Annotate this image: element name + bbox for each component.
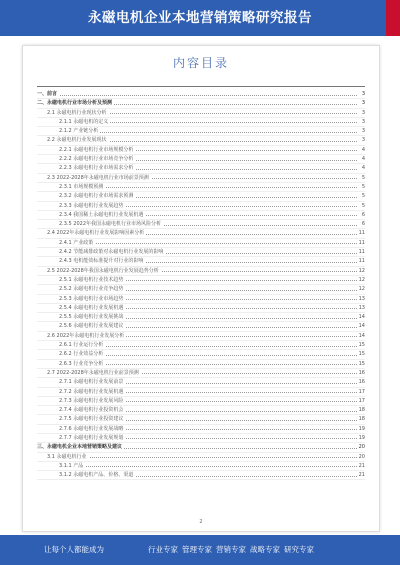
toc-entry-page: 20	[358, 453, 365, 460]
toc-entry[interactable]	[37, 425, 365, 434]
toc-entry-label: 2.7.5 永磁电机行业投资建议	[59, 416, 124, 423]
toc-entry-page: 13	[358, 295, 365, 302]
toc-entry-page: 11	[358, 239, 365, 246]
toc-entry-label: 2.7.6 永磁电机行业发展战略	[59, 425, 124, 432]
toc-entry[interactable]	[37, 471, 365, 480]
toc-entry[interactable]	[37, 248, 365, 257]
toc-entry-page: 19	[358, 425, 365, 432]
toc-entry-label: 2.6.3 行业竞争分析	[59, 360, 104, 367]
toc-entry-page: 3	[361, 137, 365, 144]
toc-entry-page: 6	[361, 211, 365, 218]
toc-entry[interactable]	[37, 174, 365, 183]
toc-entry[interactable]	[37, 322, 365, 331]
toc-entry-label: 2.7.1 永磁电机行业发展前景	[59, 379, 124, 386]
toc-entry[interactable]	[37, 276, 365, 285]
toc-entry-page: 18	[358, 416, 365, 423]
toc-entry[interactable]	[37, 397, 365, 406]
toc-entry-label: 2.6 2022年永磁电机行业发展分析	[47, 332, 125, 339]
toc-entry-label: 2.7.4 永磁电机行业投资机会	[59, 407, 124, 414]
toc-entry-label: 2.3.2 永磁电机行业市场需求预测	[59, 193, 134, 200]
toc-list	[37, 90, 365, 480]
toc-entry-label: 2.3.3 永磁电机行业发展趋势	[59, 202, 124, 209]
toc-entry[interactable]	[37, 285, 365, 294]
toc-entry[interactable]	[37, 360, 365, 369]
toc-entry-page: 4	[361, 156, 365, 163]
toc-entry[interactable]	[37, 164, 365, 173]
toc-entry-page: 6	[361, 221, 365, 228]
footer-tag: 战略专家	[250, 545, 280, 554]
toc-entry-page: 3	[361, 100, 365, 107]
toc-entry-page: 12	[358, 267, 365, 274]
toc-entry[interactable]	[37, 90, 365, 99]
toc-entry-label: 2.5 2022-2028年我国永磁电机行业发展趋势分析	[47, 267, 159, 274]
toc-entry-page: 5	[361, 174, 365, 181]
toc-entry[interactable]	[37, 257, 365, 266]
toc-entry-label: 2.7.3 永磁电机行业发展风险	[59, 397, 124, 404]
toc-page	[22, 45, 380, 532]
toc-entry-label: 2.2.3 永磁电机行业市场需求分析	[59, 165, 134, 172]
corner-badge	[386, 0, 400, 36]
toc-entry-page: 13	[358, 304, 365, 311]
toc-entry-label: 3.1.1 产品	[59, 462, 84, 469]
toc-entry-label: 2.3.4 我国稀土永磁电机行业发展机遇	[59, 211, 144, 218]
toc-entry[interactable]	[37, 229, 365, 238]
footer-tag: 营销专家	[216, 545, 246, 554]
toc-entry-page: 17	[358, 397, 365, 404]
toc-leader-dots	[37, 95, 357, 96]
toc-entry-label: 2.2.1 永磁电机行业市场规模分析	[59, 146, 134, 153]
toc-entry[interactable]	[37, 415, 365, 424]
toc-entry-page: 16	[358, 379, 365, 386]
toc-entry[interactable]	[37, 183, 365, 192]
toc-entry-page: 21	[358, 472, 365, 479]
toc-entry-page: 15	[358, 351, 365, 358]
report-header	[0, 0, 400, 36]
toc-entry[interactable]	[37, 118, 365, 127]
toc-entry[interactable]	[37, 146, 365, 155]
toc-entry[interactable]	[37, 267, 365, 276]
toc-divider	[37, 86, 365, 87]
toc-entry-label: 2.1.2 产业链分析	[59, 128, 99, 135]
toc-entry-label: 一、前言	[37, 91, 58, 97]
toc-leader-dots	[59, 466, 357, 467]
footer-tag: 管理专家	[182, 545, 212, 554]
toc-entry-page: 15	[358, 360, 365, 367]
toc-entry[interactable]	[37, 434, 365, 443]
toc-entry-page: 11	[358, 258, 365, 265]
toc-entry-page: 14	[358, 314, 365, 321]
toc-entry-page: 4	[361, 165, 365, 172]
toc-entry-label: 2.2 永磁电机行业发展现状	[47, 137, 107, 144]
toc-entry-page: 3	[361, 91, 365, 97]
toc-entry-label: 2.2.2 永磁电机行业市场竞争分析	[59, 156, 134, 163]
toc-entry-label: 2.3 2022-2028年永磁电机行业市场前景预测	[47, 174, 149, 181]
toc-entry-page: 12	[358, 286, 365, 293]
toc-entry-page: 3	[361, 109, 365, 116]
toc-entry-page: 15	[358, 342, 365, 349]
toc-entry-label: 2.6.1 行业运行分析	[59, 342, 104, 349]
footer-slogan: 让每个人都能成为	[44, 545, 104, 554]
toc-entry-page: 4	[361, 146, 365, 153]
toc-entry[interactable]	[37, 99, 365, 108]
toc-entry[interactable]	[37, 155, 365, 164]
toc-entry-label: 2.3.1 市场规模预测	[59, 183, 104, 190]
toc-entry-page: 11	[358, 230, 365, 237]
toc-entry-label: 2.5.6 永磁电机行业发展建议	[59, 323, 124, 330]
toc-entry[interactable]	[37, 136, 365, 145]
toc-entry[interactable]	[37, 341, 365, 350]
toc-entry-label: 2.7.2 永磁电机行业发展机遇	[59, 388, 124, 395]
toc-entry-page: 20	[358, 444, 365, 451]
report-title: 永磁电机企业本地营销策略研究报告	[88, 10, 312, 26]
toc-entry-page: 3	[361, 128, 365, 135]
toc-entry[interactable]	[37, 192, 365, 201]
toc-entry-label: 2.6.2 行业效益分析	[59, 351, 104, 358]
toc-entry-page: 17	[358, 388, 365, 395]
toc-entry[interactable]	[37, 332, 365, 341]
toc-entry-label: 2.1 永磁电机行业现状分析	[47, 109, 107, 116]
toc-entry-label: 三、永磁电机企业本地营销策略及建议	[37, 444, 123, 451]
toc-entry-page: 14	[358, 323, 365, 330]
toc-entry-page: 3	[361, 118, 365, 125]
toc-entry[interactable]	[37, 369, 365, 378]
toc-entry-page: 16	[358, 369, 365, 376]
toc-entry-page: 5	[361, 202, 365, 209]
toc-entry-page: 12	[358, 276, 365, 283]
toc-entry[interactable]	[37, 388, 365, 397]
toc-entry-page: 21	[358, 462, 365, 469]
toc-entry-label: 2.5.2 永磁电机行业竞争趋势	[59, 286, 124, 293]
toc-entry[interactable]	[37, 453, 365, 462]
toc-entry-label: 2.4.3 电机能效标准提升对行业的影响	[59, 258, 144, 265]
toc-entry-label: 2.4.1 产业政策	[59, 239, 94, 246]
toc-entry-label: 2.5.3 永磁电机行业市场趋势	[59, 295, 124, 302]
toc-entry-page: 18	[358, 407, 365, 414]
toc-entry[interactable]	[37, 350, 365, 359]
toc-entry-label: 3.1 永磁电机行业	[47, 453, 87, 460]
toc-leader-dots	[59, 132, 357, 133]
footer-tag: 研究专家	[284, 545, 314, 554]
footer-tag: 行业专家	[148, 545, 178, 554]
toc-entry-label: 二、永磁电机行业市场分析及预测	[37, 100, 113, 107]
page-number: 2	[199, 519, 203, 525]
toc-entry[interactable]	[37, 239, 365, 248]
toc-entry[interactable]	[37, 295, 365, 304]
footer-banner	[0, 535, 400, 565]
toc-entry-label: 2.4 2022年永磁电机行业发展影响因素分析	[47, 230, 145, 237]
toc-entry-page: 5	[361, 183, 365, 190]
toc-entry-label: 2.3.5 2022年我国永磁电机行业市场风险分析	[59, 221, 162, 228]
toc-title: 内容目录	[172, 56, 229, 70]
toc-entry-label: 2.7 2022-2028年永磁电机行业前景预测	[47, 369, 139, 376]
footer-tags	[148, 535, 318, 565]
toc-entry[interactable]	[37, 378, 365, 387]
toc-entry-label: 2.5.1 永磁电机行业技术趋势	[59, 276, 124, 283]
toc-entry-label: 2.1.1 永磁电机的定义	[59, 118, 109, 125]
toc-entry[interactable]	[37, 220, 365, 229]
toc-entry-label: 2.4.2 节能减排政策对永磁电机行业发展的影响	[59, 249, 164, 256]
toc-entry[interactable]	[37, 127, 365, 136]
toc-entry[interactable]	[37, 109, 365, 118]
toc-entry-page: 19	[358, 434, 365, 441]
toc-entry-label: 2.5.5 永磁电机行业发展挑战	[59, 314, 124, 321]
toc-entry-page: 5	[361, 193, 365, 200]
toc-entry-label: 2.7.7 永磁电机行业发展规划	[59, 434, 124, 441]
toc-leader-dots	[59, 243, 357, 244]
toc-entry[interactable]	[37, 211, 365, 220]
toc-leader-dots	[47, 457, 357, 458]
toc-entry-page: 11	[358, 249, 365, 256]
toc-entry-label: 3.1.2 永磁电机产品、价格、渠道	[59, 472, 134, 479]
toc-entry[interactable]	[37, 406, 365, 415]
toc-entry-page: 14	[358, 332, 365, 339]
toc-entry-label: 2.5.4 永磁电机行业发展机遇	[59, 304, 124, 311]
toc-entry[interactable]	[37, 462, 365, 471]
toc-entry[interactable]	[37, 313, 365, 322]
toc-entry[interactable]	[37, 304, 365, 313]
toc-entry[interactable]	[37, 443, 365, 452]
toc-entry[interactable]	[37, 202, 365, 211]
